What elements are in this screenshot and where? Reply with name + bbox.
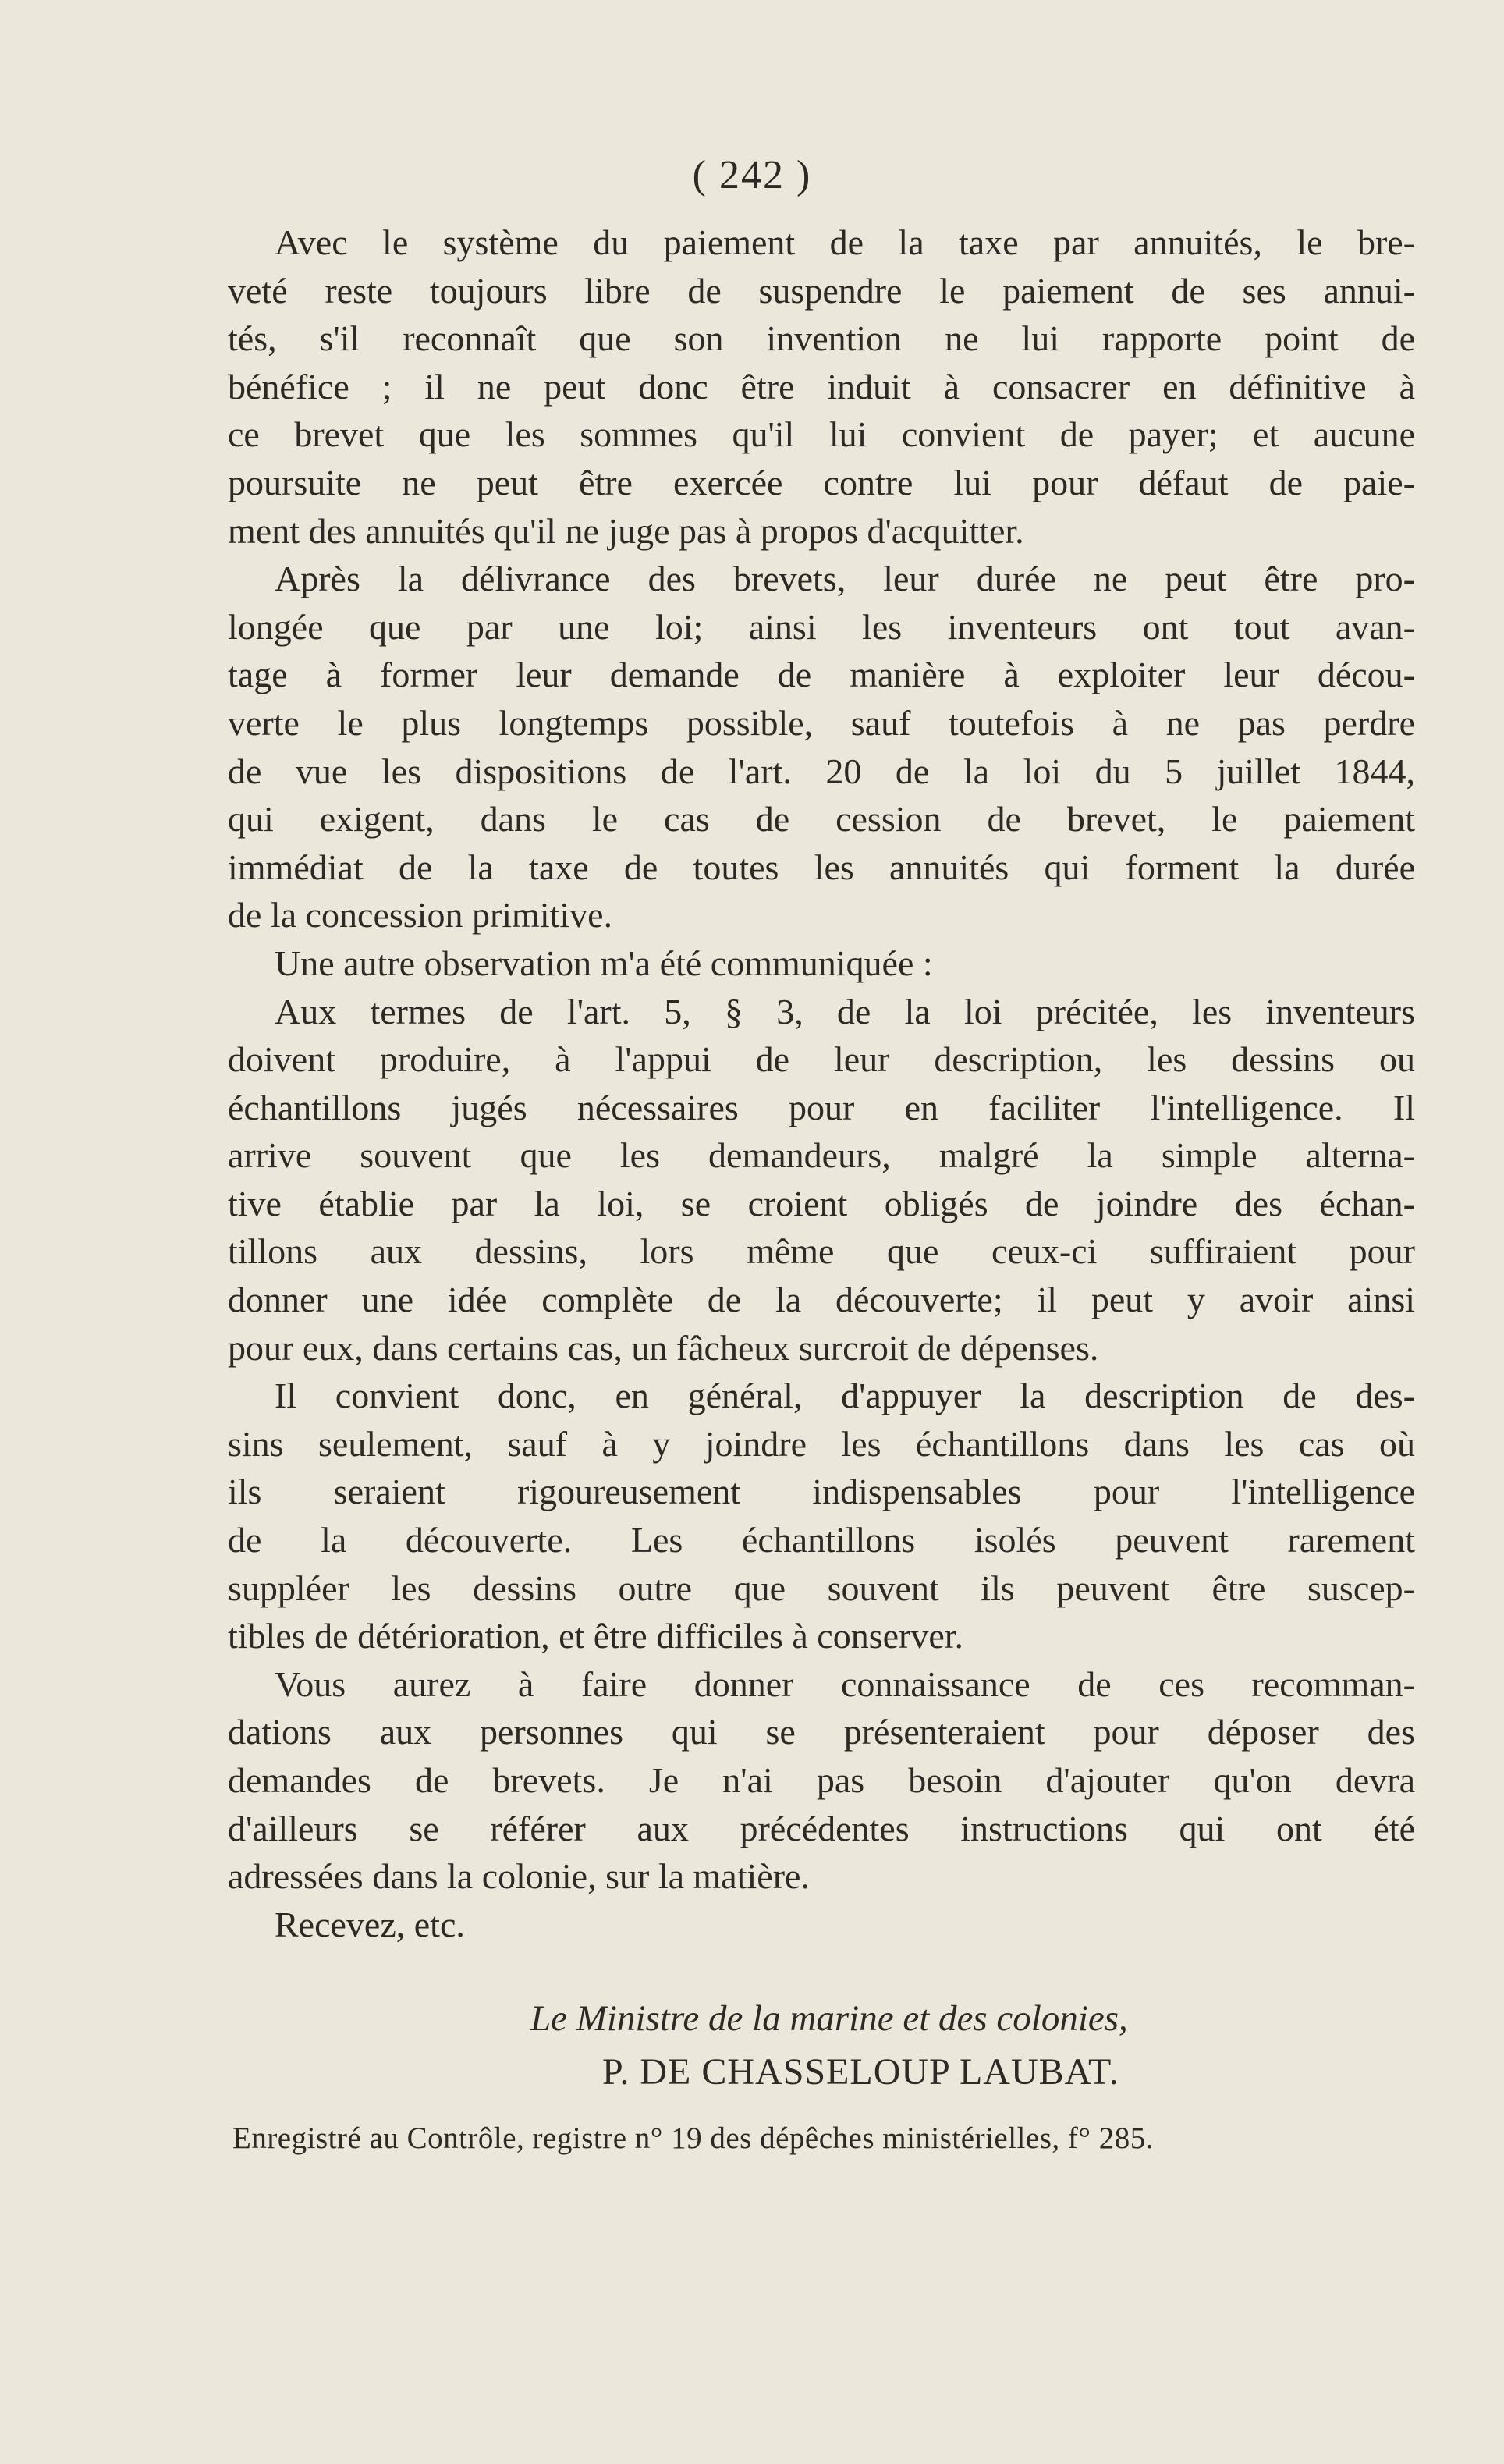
text-line: poursuite ne peut être exercée contre lui pour défaut de paie- bbox=[228, 462, 1415, 502]
text-line: qui exigent, dans le cas de cession de brevet, le paiement bbox=[228, 799, 1415, 840]
text-line: tés, s'il reconnaît que son invention ne lui rapporte point de bbox=[228, 318, 1415, 359]
text-line: immédiat de la taxe de toutes les annuités qui forment la durée bbox=[228, 847, 1415, 887]
text-line: Avec le système du paiement de la taxe par annuités, le bre- bbox=[275, 222, 1415, 262]
text-line: de la concession primitive. bbox=[228, 895, 613, 936]
registration-note: Enregistré au Contrôle, registre n° 19 des dépêches ministérielles, f° 285. bbox=[232, 2121, 1154, 2155]
signature-name: P. DE CHASSELOUP LAUBAT. bbox=[602, 2051, 1119, 2093]
text-line: Vous aurez à faire donner connaissance de ces recomman- bbox=[275, 1663, 1415, 1704]
text-line: longée que par une loi; ainsi les inventeurs ont tout avan- bbox=[228, 606, 1415, 647]
text-line: veté reste toujours libre de suspendre le paiement de ses annui- bbox=[228, 270, 1415, 311]
body-text bbox=[228, 218, 1415, 1948]
text-line: d'ailleurs se référer aux précédentes instructions qui ont été bbox=[228, 1808, 1415, 1848]
text-line: donner une idée complète de la découverte; il peut y avoir ainsi bbox=[228, 1280, 1415, 1320]
text-line: échantillons jugés nécessaires pour en faciliter l'intelligence. Il bbox=[228, 1087, 1415, 1127]
text-line: ils seraient rigoureusement indispensables pour l'intelligence bbox=[228, 1472, 1415, 1512]
text-line: sins seulement, sauf à y joindre les échantillons dans les cas où bbox=[228, 1423, 1415, 1464]
text-line: Il convient donc, en général, d'appuyer la description de des- bbox=[275, 1376, 1415, 1416]
text-line: ment des annuités qu'il ne juge pas à propos d'acquitter. bbox=[228, 510, 1024, 551]
text-line: de vue les dispositions de l'art. 20 de la loi du 5 juillet 1844, bbox=[228, 751, 1415, 791]
signature-title: Le Ministre de la marine et des colonies, bbox=[530, 1998, 1128, 2039]
page-number: ( 242 ) bbox=[692, 153, 812, 197]
text-line: tage à former leur demande de manière à exploiter leur décou- bbox=[228, 655, 1415, 695]
text-line: tillons aux dessins, lors même que ceux-ci suffiraient pour bbox=[228, 1231, 1415, 1272]
text-line: Aux termes de l'art. 5, § 3, de la loi précitée, les inventeurs bbox=[275, 991, 1415, 1031]
text-line: Recevez, etc. bbox=[275, 1904, 465, 1944]
text-line: pour eux, dans certains cas, un fâcheux surcroit de dépenses. bbox=[228, 1327, 1099, 1368]
text-line: tibles de détérioration, et être difficiles à conserver. bbox=[228, 1616, 964, 1656]
text-line: ce brevet que les sommes qu'il lui convient de payer; et aucune bbox=[228, 414, 1415, 455]
text-line: bénéfice ; il ne peut donc être induit à consacrer en définitive à bbox=[228, 366, 1415, 407]
text-line: arrive souvent que les demandeurs, malgré la simple alterna- bbox=[228, 1135, 1415, 1176]
text-line: demandes de brevets. Je n'ai pas besoin d'ajouter qu'on devra bbox=[228, 1760, 1415, 1800]
text-line: suppléer les dessins outre que souvent ils peuvent être suscep- bbox=[228, 1568, 1415, 1608]
text-line: Après la délivrance des brevets, leur durée ne peut être pro- bbox=[275, 559, 1415, 599]
text-line: de la découverte. Les échantillons isolés peuvent rarement bbox=[228, 1520, 1415, 1560]
text-line: tive établie par la loi, se croient obligés de joindre des échan- bbox=[228, 1183, 1415, 1223]
text-line: verte le plus longtemps possible, sauf toutefois à ne pas perdre bbox=[228, 702, 1415, 743]
text-line: doivent produire, à l'appui de leur description, les dessins ou bbox=[228, 1039, 1415, 1080]
text-line: Une autre observation m'a été communiquée : bbox=[275, 943, 933, 983]
text-line: dations aux personnes qui se présenteraient pour déposer des bbox=[228, 1712, 1415, 1752]
text-line: adressées dans la colonie, sur la matière. bbox=[228, 1856, 810, 1897]
